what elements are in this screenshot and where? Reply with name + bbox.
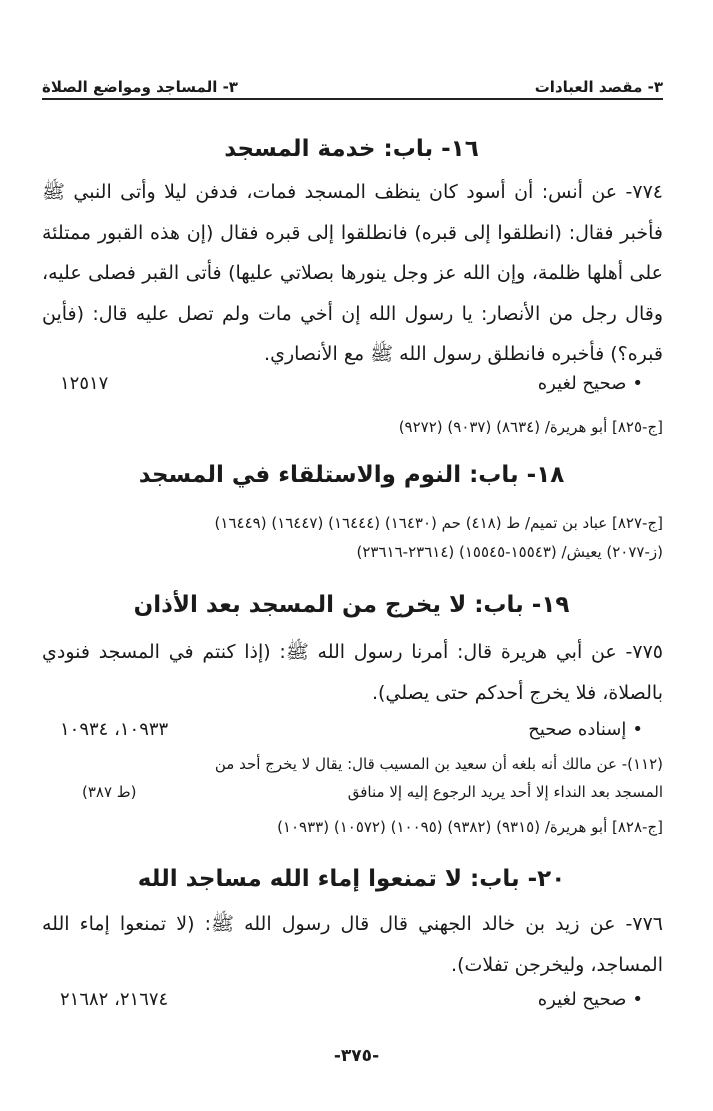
- athar-112: (١١٢)- عن مالك أنه بلغه أن سعيد بن المسيب قال: يقال لا يخرج أحد من: [214, 755, 663, 773]
- grade-number: ١٢٥١٧: [60, 372, 109, 394]
- reference-line: [ج-٨٢٧] عباد بن تميم/ ط (٤١٨) حم (١٦٤٣٠) (١٦٤٤٤) (١٦٤٤٧) (١٦٤٤٩): [214, 514, 663, 532]
- grade-number: ٢١٦٧٤، ٢١٦٨٢: [60, 988, 169, 1010]
- header-chapter: ٣- مقصد العبادات: [534, 78, 663, 96]
- chapter-heading-18: ١٨- باب: النوم والاستلقاء في المسجد: [138, 462, 565, 488]
- chapter-heading-19: ١٩- باب: لا يخرج من المسجد بعد الأذان: [133, 592, 570, 618]
- grade-label: •إسناده صحيح: [528, 718, 643, 740]
- header-divider: [42, 98, 663, 100]
- running-header: [42, 66, 663, 96]
- grade-number: ١٠٩٣٣، ١٠٩٣٤: [60, 718, 169, 740]
- chapter-heading-16: ١٦- باب: خدمة المسجد: [224, 136, 479, 162]
- grade-row-774: [60, 368, 643, 398]
- reference-line: [ج-٨٢٨] أبو هريرة/ (٩٣١٥) (٩٣٨٢) (١٠٠٩٥) (١٠٥٧٢) (١٠٩٣٣): [277, 818, 663, 836]
- bullet-icon: •: [632, 718, 643, 740]
- hadith-776: ٧٧٦- عن زيد بن خالد الجهني قال قال رسول الله ﷺ: (لا تمنعوا إماء الله المساجد، وليخرجن تفلات).: [42, 913, 663, 976]
- reference-line: [ج-٨٢٥] أبو هريرة/ (٨٦٣٤) (٩٠٣٧) (٩٢٧٢): [398, 418, 663, 436]
- bullet-icon: •: [632, 988, 643, 1010]
- grade-row-775: [60, 714, 643, 744]
- bullet-icon: •: [632, 372, 643, 394]
- reference-line: (ز-٢٠٧٧) يعيش/ (١٥٥٤٣-١٥٥٤٥) (٢٣٦١٤-٢٣٦١٦): [356, 543, 663, 561]
- athar-source: (ط ٣٨٧): [82, 783, 137, 801]
- hadith-774: ٧٧٤- عن أنس: أن أسود كان ينظف المسجد فمات، فدفن ليلا وأتى النبي ﷺ فأخبر فقال: (انطلقوا إلى قبره) فانطلقوا إلى قبره فقال (إن هذه القبور ممتلئة على أهلها ظلمة، وإن الله عز وجل ينورها بصلاتي عليها) فأتى القبر فصلى عليه، وقال رجل من الأنصار: يا رسول الله إن أخي مات ولم تصل عليه قال: (فأين قبره؟) فأخبره فانطلق رسول الله ﷺ مع الأنصاري.: [42, 181, 663, 365]
- chapter-heading-20: ٢٠- باب: لا تمنعوا إماء الله مساجد الله: [137, 866, 566, 892]
- hadith-775: ٧٧٥- عن أبي هريرة قال: أمرنا رسول الله ﷺ: (إذا كنتم في المسجد فنودي بالصلاة، فلا يخرج أحدكم حتى يصلي).: [42, 641, 663, 704]
- grade-label: •صحيح لغيره: [537, 372, 643, 394]
- athar-112-continued: [42, 783, 663, 801]
- grade-label: •صحيح لغيره: [537, 988, 643, 1010]
- header-section: ٣- المساجد ومواضع الصلاة: [42, 78, 238, 96]
- page-number: -٣٧٥-: [333, 1046, 380, 1066]
- athar-text: المسجد بعد النداء إلا أحد يريد الرجوع إليه إلا منافق: [347, 783, 663, 801]
- grade-row-776: [60, 984, 643, 1014]
